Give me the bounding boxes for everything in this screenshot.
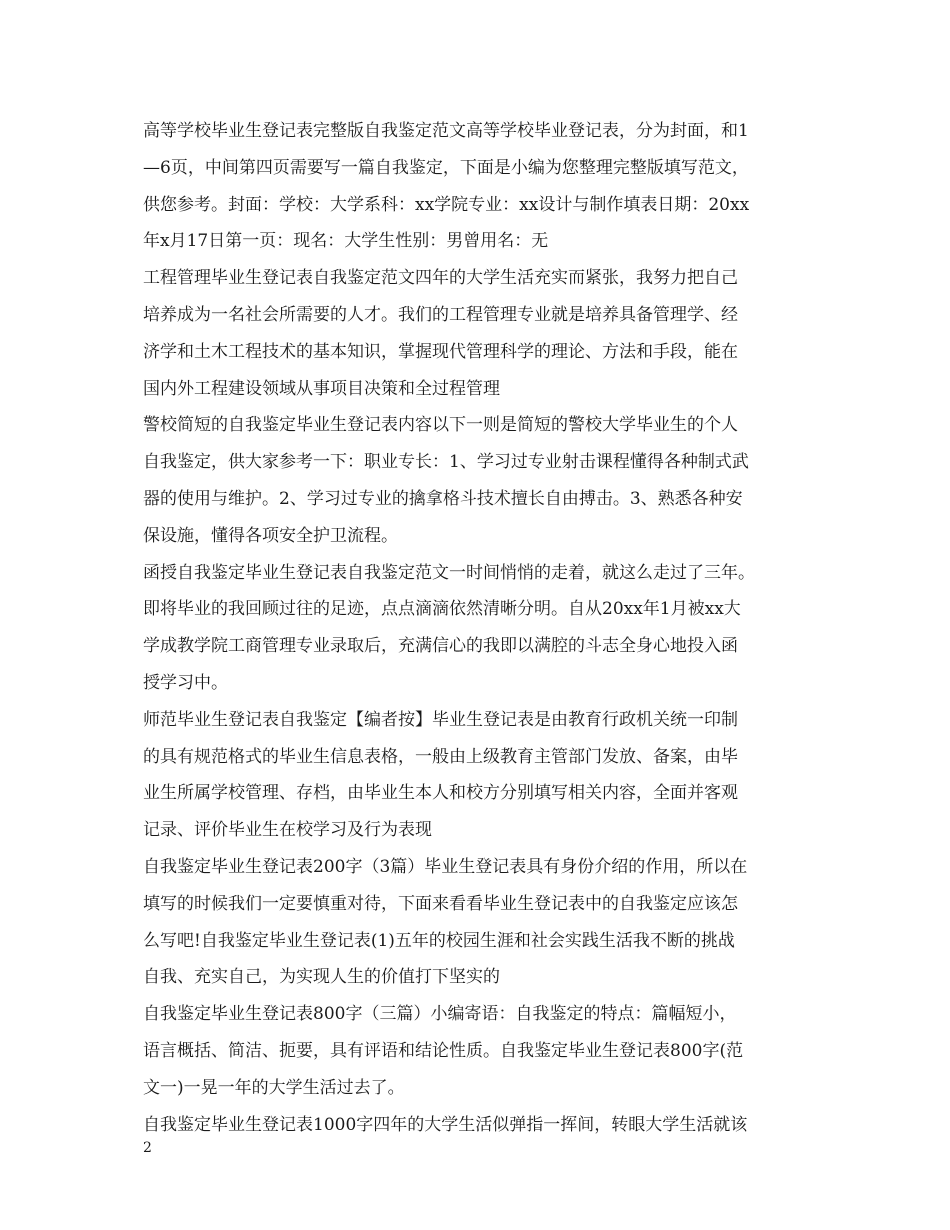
text-line: 授学习中。	[143, 672, 228, 693]
text-line: 工程管理毕业生登记表自我鉴定范文四年的大学生活充实而紧张，我努力把自己	[143, 268, 738, 289]
page-number: 2	[143, 1140, 152, 1156]
text-line: 文一)一晃一年的大学生活过去了。	[143, 1077, 405, 1098]
text-line: 供您参考。封面：学校：大学系科：xx学院专业：xx设计与制作填表日期：20xx	[143, 194, 750, 215]
text-line: 自我鉴定毕业生登记表200字（3篇）毕业生登记表具有身份介绍的作用，所以在	[143, 856, 748, 877]
text-line: 年x月17日第一页：现名：大学生性别：男曾用名：无	[143, 231, 549, 252]
text-line: 自我鉴定毕业生登记表1000字四年的大学生活似弹指一挥间，转眼大学生活就该	[143, 1114, 748, 1135]
text-line: 保设施，懂得各项安全护卫流程。	[143, 525, 398, 546]
text-line: 济学和土木工程技术的基本知识，掌握现代管理科学的理论、方法和手段，能在	[143, 341, 738, 362]
text-line: —6页，中间第四页需要写一篇自我鉴定，下面是小编为您整理完整版填写范文，	[143, 157, 749, 178]
text-line: 自我、充实自己，为实现人生的价值打下坚实的	[143, 967, 500, 988]
text-line: 国内外工程建设领域从事项目决策和全过程管理	[143, 378, 500, 399]
text-line: 师范毕业生登记表自我鉴定【编者按】毕业生登记表是由教育行政机关统一印制	[143, 709, 738, 730]
text-line: 函授自我鉴定毕业生登记表自我鉴定范文一时间悄悄的走着，就这么走过了三年。	[143, 562, 755, 583]
text-line: 填写的时候我们一定要慎重对待，下面来看看毕业生登记表中的自我鉴定应该怎	[143, 893, 738, 914]
text-line: 学成教学院工商管理专业录取后，充满信心的我即以满腔的斗志全身心地投入函	[143, 636, 738, 657]
text-line: 培养成为一名社会所需要的人才。我们的工程管理专业就是培养具备管理学、经	[143, 304, 738, 325]
text-line: 高等学校毕业生登记表完整版自我鉴定范文高等学校毕业登记表，分为封面，和1	[143, 121, 749, 141]
text-line: 记录、评价毕业生在校学习及行为表现	[143, 820, 432, 841]
document-body	[143, 113, 811, 1143]
text-line: 么写吧!自我鉴定毕业生登记表(1)五年的校园生涯和社会实践生活我不断的挑战	[143, 930, 735, 951]
text-line: 警校简短的自我鉴定毕业生登记表内容以下一则是简短的警校大学毕业生的个人	[143, 415, 738, 436]
text-line: 器的使用与维护。2、学习过专业的擒拿格斗技术擅长自由搏击。3、熟悉各种安	[143, 488, 743, 509]
text-line: 语言概括、简洁、扼要，具有评语和结论性质。自我鉴定毕业生登记表800字(范	[143, 1040, 744, 1061]
text-line: 的具有规范格式的毕业生信息表格，一般由上级教育主管部门发放、备案，由毕	[143, 746, 738, 767]
text-line: 即将毕业的我回顾过往的足迹，点点滴滴依然清晰分明。自从20xx年1月被xx大	[143, 599, 741, 620]
text-line: 业生所属学校管理、存档，由毕业生本人和校方分别填写相关内容，全面并客观	[143, 783, 738, 804]
text-line: 自我鉴定，供大家参考一下：职业专长：1、学习过专业射击课程懂得各种制式武	[143, 452, 749, 473]
text-line: 自我鉴定毕业生登记表800字（三篇）小编寄语：自我鉴定的特点：篇幅短小，	[143, 1004, 737, 1025]
